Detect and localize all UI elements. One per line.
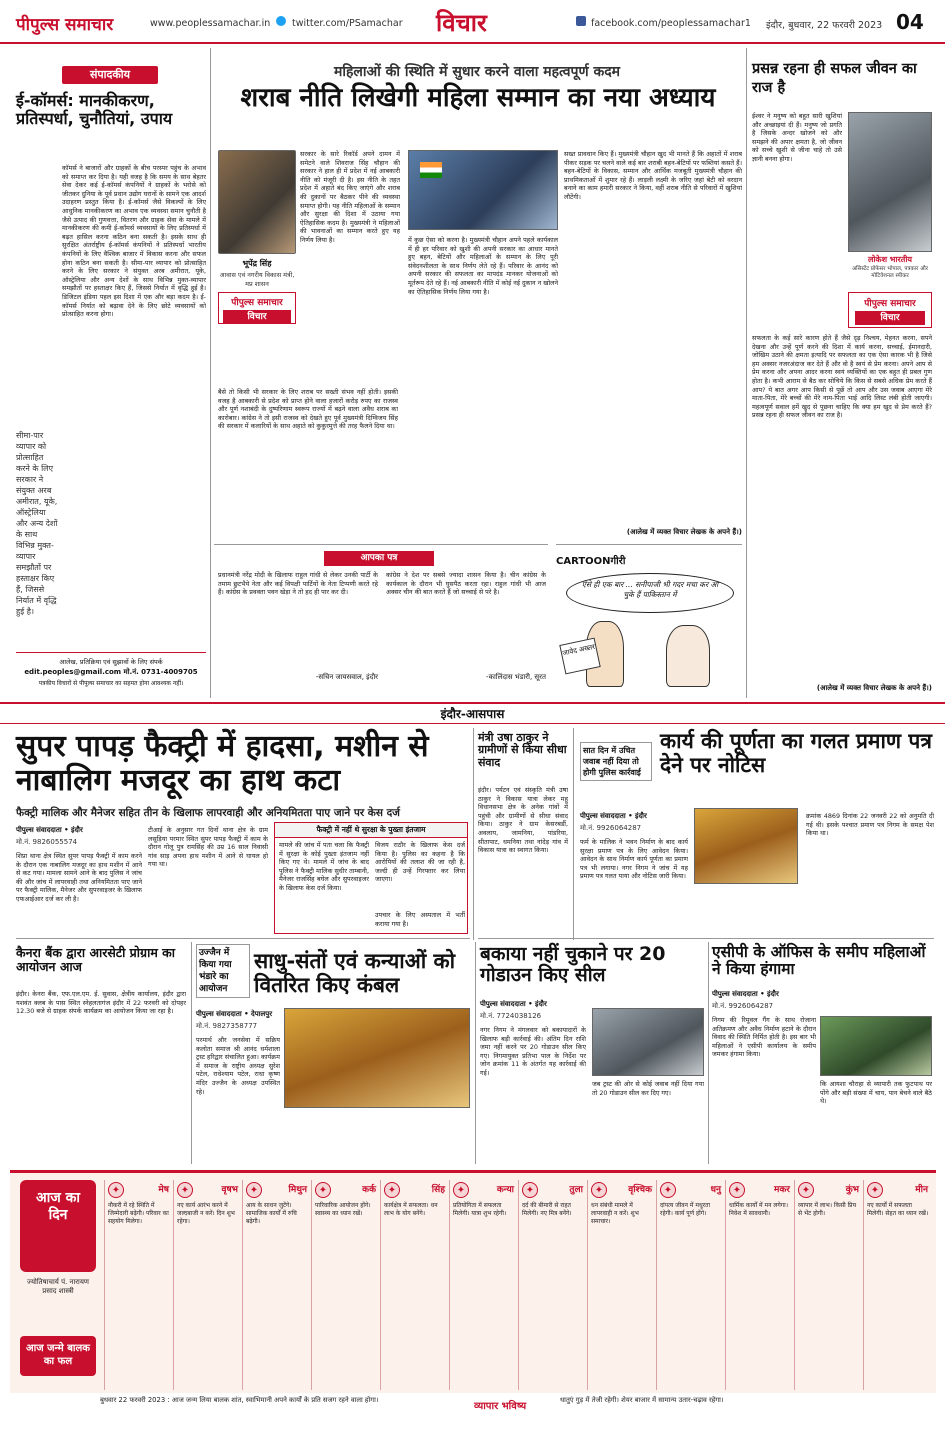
divider [746, 48, 747, 698]
editorial-pull-quote: सीमा-पार व्यापार को प्रोत्साहित करने के लिए सरकार ने संयुक्त अरब अमीरात, यूके, ऑस्ट्रेलिया और अन्य देशों के साथ विभिन्न मुक्त-व्यापार समझौतों पर हस्ताक्षर किए हैं, जिससे निर्यात में वृद्धि हुई है। [16, 431, 58, 616]
cartoon-box [556, 544, 742, 694]
cartoon-bubble: ऐसे ही एक बार ... सनीपाजी भी गदर मचा कर आ चुके हैं पाकिस्तान में [566, 573, 734, 613]
rashi-box [173, 1180, 242, 1390]
letter-1-author: -सचिन जायसवाल, इंदौर [315, 673, 378, 681]
rashi-text: पारिवारिक आयोजन होंगे। स्वास्थ्य का ध्यान रखें। [315, 1202, 371, 1217]
right-author-name: लोकेश भारतीय [867, 255, 913, 264]
story5-kicker: उज्जैन में किया गया भंडारे का आयोजन [196, 944, 250, 998]
rashi-symbol-icon: ✦ [798, 1182, 814, 1198]
story6-headline: बकाया नहीं चुकाने पर 20 गोडाउन किए सील [480, 943, 666, 987]
story6-body: नगर निगम ने मंगलवार को बकायादारों के खिलाफ बड़ी कार्रवाई की। अंतिम दिन राशि जमा नहीं करने पर 20 गोडाउन सील किए गए। निगमायुक्त प्रतिभा पाल के निर्देश पर जोन क्रमांक 11 के अंतर्गत यह कार्रवाई की गई। [480, 1026, 586, 1077]
strip-logo: पीपुल्स समाचार [231, 298, 283, 308]
cartoon-title: CARTOONगीरी [556, 556, 626, 567]
editorial-body: कॉमर्स ने बाजारों और ग्राहकों के बीच परस्पर पहुंच के अभाव को समाप्त कर दिया है। यही वजह है कि समय के साथ बेहतर सेवा देकर कई ई-कॉमर्स कंपनियों ने ग्राहकों के भरोसे को जीतकर दुनिया के पूर्व प्रधान उद्योग घरानों के सामने एक आदर्श उदाहरण प्रस्तुत किया है। ई-कॉमर्स जैसे विकल्पों के लिए आधुनिक मानकीकरण का अभाव एक व्यवस्था समान चुनौती है जैसे उत्पाद की गुणवत्ता, वितरण और ग्राहक सेवा के मामले में मानकीकरण की कमी ई-कॉमर्स व्यवसायों के लिए प्रतिस्पर्धा में बढ़त हासिल करना कठिन बना सकती है। इसके साथ ही सुरक्षित अंतर्राष्ट्रीय ई-कॉमर्स कंपनियों ने प्रतिस्पर्धा भारतीय कंपनियों के लिए वैश्विक बाजार में विकास करना और सफल होना कठिन बना सकती है। सीमा-पार व्यापार को प्रोत्साहित करने के लिए सरकार ने संयुक्त अरब अमीरात, यूके, ऑस्ट्रेलिया और अन्य देशों के साथ विभिन्न मुक्त-व्यापार समझौतों पर हस्ताक्षर किए हैं, जिससे निर्यात में वृद्धि हुई है। डिजिटल इंडिया पहल इस दिशा में एक और बड़ा कदम है। ई-कॉमर्स निर्यात को बढ़ावा देने के लिए छोटे व्यवसायों को प्रोत्साहित करना होगा। [62, 164, 206, 319]
story6-reporter: पीपुल्स संवाददाता • इंदौर [480, 1000, 547, 1008]
section-title: विचार [436, 9, 487, 37]
rashi-text: दांपत्य जीवन में मधुरता रहेगी। कार्य पूर्ण होंगे। [660, 1202, 711, 1217]
rashi-box [863, 1180, 932, 1390]
rashi-symbol-icon: ✦ [660, 1182, 676, 1198]
main-col2: बैसे तो किसी भी सरकार के लिए शराब पर सख्ती संभव नहीं होती। इसकी वजह है आबकारी से प्रदेश को प्राप्त होने वाला हजारों करोड़ रुपए का राजस्व और पूर्ण नशाबंदी के दुष्परिणाम स्वरूप राज्यों में बढ़ने वाला अवैध शराब का कारोबार। कांग्रेस ने तो इसी राजस्व को देखते हुए पूर्व मुख्यमंत्री दिग्विजय सिंह की सरकार में कलारियों के साथ अहाते को कुकुरमुत्ते की तरह फैलने दिया था। [218, 388, 398, 431]
strip-tag: विचार [223, 310, 291, 324]
rashi-box [311, 1180, 380, 1390]
rashi-symbol-icon: ✦ [315, 1182, 331, 1198]
rashi-name: वृश्चिक [628, 1185, 652, 1195]
story2-body: इंदौर। पर्यटन एवं संस्कृति मंत्री उषा ठाकुर ने विकास यात्रा लेकर महू विधानसभा क्षेत्र के अनेक गांवों में पहुंची और ग्रामीणों से सीधा संवाद किया। ठाकुर ने ग्राम केसरबर्डी, अवलाय, जामनिया, पांडरिया, सीतापाट, धमनिया तथा नांदेड़ गांव में विकास यात्रा का स्वागत किया। [478, 786, 568, 855]
story3-body: फर्म के मालिक ने भवन निर्माण के बाद कार्य सुरक्षा प्रमाण पत्र के लिए आवेदन किया। आवेदन के साथ निर्माण कार्य पूर्णता का प्रमाण पत्र भी लगाया। नगर निगम ने जांच में यह प्रमाण पत्र गलत पाया और नोटिस जारी किया। [580, 838, 688, 881]
main-col1: सरकार के सारे रिकॉर्ड अपने दामन में समेटने वाले शिवराज सिंह चौहान की सरकार ने हाल ही में प्रदेश में नई आबकारी नीति को मंजूरी दी है। इस नीति के तहत प्रदेश में अहाते बंद किए जाएंगे और शराब की दुकानों पर बैठकर पीने की व्यवस्था समाप्त होगी। यह नीति महिलाओं के सम्मान और सुरक्षा की दिशा में उठाया गया ऐतिहासिक कदम है। मुख्यमंत्री ने महिलाओं की भावनाओं का सम्मान करते हुए यह निर्णय लिया है। [300, 150, 400, 244]
story7-body2: कि आयशा चौराहा से व्यापारी तक फुटपाथ पर पोंगे और बड़ी संख्या में चाय, पान बेचने वाले बैठे थे। [820, 1080, 932, 1106]
story5-photo [284, 1008, 470, 1108]
rashi-text: व्यापार में लाभ। किसी प्रिय से भेंट होगी। [798, 1202, 857, 1217]
story5-body: परमार्थ और जनसेवा में सक्रिय कलोता समाज श्री आनंद धर्मशाला ट्रस्ट हरिद्वार संचालित हुआ। कार्यक्रम में समाज के राष्ट्रीय अध्यक्ष सुरेश पटेल, राधेश्याम पटेल, राधा कृष्ण मंदिर उज्जैन के अध्यक्ष उपस्थित रहे। [196, 1036, 280, 1096]
story5-phone: मो.नं. 9827358777 [196, 1022, 258, 1030]
rashi-text: आय के साधन जुटेंगे। सामाजिक कार्यों में रुचि बढ़ेगी। [246, 1202, 297, 1225]
story7-headline: एसीपी के ऑफिस के समीप महिलाओं ने किया हंगामा [712, 943, 926, 979]
story5-reporter: पीपुल्स संवाददाता • देपालपुर [196, 1010, 273, 1018]
story4-headline: कैनरा बैंक द्वारा आरसेटी प्रोग्राम का आयोजन आज [16, 945, 175, 974]
story1-box-body1: मामले की जांच में पता चला कि फैक्ट्री में सुरक्षा के कोई पुख्ता इंतजाम नहीं किए गए थे। मामले में जांच के बाद पुलिस ने फैक्ट्री मालिक सुधीर ताम्बानी, मैनेजर राजसिंह बघेल और सुपरवाइजर के खिलाफ केस दर्ज किया। [279, 841, 369, 892]
divider [478, 938, 934, 939]
rashi-box [794, 1180, 863, 1390]
story3-reporter: पीपुल्स संवाददाता • इंदौर [580, 812, 647, 820]
rashi-box [656, 1180, 725, 1390]
story7-photo [820, 1016, 932, 1076]
rashi-symbol-icon: ✦ [591, 1182, 607, 1198]
story3-photo [694, 808, 798, 884]
masthead-logo[interactable]: पीपुल्स समाचार [16, 15, 114, 35]
story6-photo [592, 1008, 704, 1076]
editorial-footer-line3: पत्रकीय विचारों से पीपुल्स समाचार का सहमत होना आवश्यक नहीं। [38, 680, 184, 687]
editorial-footer-line2[interactable]: edit.peoples@gmail.com मो.नं. 0731-4009705 [24, 668, 198, 676]
story1-box-title: फैक्ट्री में नहीं थे सुरक्षा के पुख्ता इंतजाम [275, 823, 467, 838]
rashi-symbol-icon: ✦ [108, 1182, 124, 1198]
main-col4: सख्त प्रावधान किए हैं। मुख्यमंत्री चौहान खुद भी मानते हैं कि अहातों में शराब पीकर सड़क पर चलने वाले कई बार शराबी बहन-बेटियों पर फब्तियां कसते हैं। बहन-बेटियों के विकास, सम्मान और आर्थिक मजबूती मुख्यमंत्री चौहान की प्राथमिकताओं में शुमार रहे हैं। लाड़ली लक्ष्मी के जरिए जहां बेटी को वरदान बनाने का काम हमारी सरकार ने किया, वहीं शराब नीति से परिवारों में खुशियां लौटेंगी। [564, 150, 742, 201]
rashi-text: नौकरी में रहे स्थिति में जिम्मेदारी बढ़ेगी। परिवार का सहयोग मिलेगा। [108, 1202, 169, 1225]
rashi-name: मेष [158, 1185, 169, 1195]
masthead-facebook[interactable]: facebook.com/peoplessamachar1 [591, 18, 751, 29]
masthead [0, 0, 945, 44]
rashi-name: तुला [569, 1185, 583, 1195]
rashi-name: कुंभ [845, 1185, 859, 1195]
rashi-name: मिथुन [288, 1185, 307, 1195]
masthead-twitter[interactable]: twitter.com/PSamachar [292, 18, 403, 29]
rashi-text: धार्मिक कार्यों में मन लगेगा। निवेश में सावधानी। [729, 1202, 788, 1217]
editorial-footer-line1: आलेख, प्रतिक्रिया एवं सुझावों के लिए संपर्क [59, 658, 163, 666]
story1-reporter: पीपुल्स संवाददाता • इंदौर [16, 826, 83, 834]
section-bar [0, 702, 945, 724]
rashi-symbol-icon: ✦ [246, 1182, 262, 1198]
rashi-box [242, 1180, 311, 1390]
page-number: 04 [896, 10, 924, 34]
story1-box-body3: उपचार के लिए अस्पताल में भर्ती कराया गया है। [375, 911, 465, 928]
horoscope-astrologer: ज्योतिषाचार्य पं. नारायण प्रसाद शास्त्री [26, 1278, 89, 1295]
editorial-tag: संपादकीय [62, 66, 158, 84]
horoscope-title: आज का दिन [36, 1190, 80, 1223]
story3-headline: कार्य की पूर्णता का गलत प्रमाण पत्र देने पर नोटिस [660, 729, 932, 777]
rashi-name: धनु [710, 1185, 721, 1195]
rashi-text: दर्द की बीमारी से राहत मिलेगी। नए मित्र बनेंगे। [522, 1202, 572, 1217]
rashi-name: सिंह [431, 1185, 445, 1195]
story1-phone: मो.नं. 9826055574 [16, 838, 78, 846]
story7-body: निगम की रिमूवल गैंग के साथ रोजाना अतिक्रमण और अवैध निर्माण हटाने के दौरान विवाद की स्थिति निर्मित होती है। इस बार भी महिलाओं ने एसीपी कार्यालय के समीप जमकर हंगामा किया। [712, 1016, 816, 1059]
letter-2-author: -कालिंदास भंडारी, सूरत [486, 673, 546, 681]
story1-box-body2: विजय राठौर के खिलाफ केस दर्ज किया है। पुलिस का कहना है कि आरोपियों की तलाश की जा रही है, जल्दी ही उन्हें गिरफ्तार कर लिया जाएगा। [375, 841, 465, 884]
main-kicker: महिलाओं की स्थिति में सुधार करने वाला महत्वपूर्ण कदम [333, 64, 621, 80]
story2-headline: मंत्री उषा ठाकुर ने ग्रामीणों से किया सीधा संवाद [478, 731, 567, 769]
section-bar-label: इंदौर-आसपास [440, 707, 505, 721]
horoscope-footer: बुधवार 22 फरवरी 2023 : आज जन्म लिया बालक शांत, स्वाभिमानी अपने कार्यों के प्रति सजग रहने वाला होगा। [100, 1396, 379, 1404]
rashi-box [380, 1180, 449, 1390]
story6-body2: जब ट्रस्ट की ओर से कोई जवाब नहीं दिया गया तो 20 गोडाउन सील कर दिए गए। [592, 1080, 704, 1097]
letters-title: आपका पत्र [324, 551, 434, 566]
masthead-date: इंदौर, बुधवार, 22 फरवरी 2023 [766, 20, 883, 31]
rashi-name: वृषभ [221, 1185, 238, 1195]
divider [16, 938, 470, 939]
divider [475, 942, 476, 1164]
main-col3: में कुछ ऐसा को करना है। मुख्यमंत्री चौहान अपने पहले कार्यकाल में ही हर परिवार को खुशी की अपनी सरकार का आधार मानते हुए बहन, बेटियों और महिलाओं के सम्मान के लिए पूरी संवेदनशीलता के साथ निर्णय लेते रहे हैं। परिवार के आनंद को अपनी सरकार की सफलता का मापदंड मानकर योजनाओं को मूर्तरूप देते रहे हैं। नई आबकारी नीति में कोई नई दुकान न खोलने का ऐतिहासिक निर्णय लिया गया है। [408, 236, 558, 296]
author-designation: आवास एवं नगरीय विकास मंत्री, मप्र शासन [219, 271, 295, 288]
right-strip-logo: पीपुल्स समाचार [864, 299, 916, 309]
story3-kicker: सात दिन में उचित जवाब नहीं दिया तो होगी पुलिस कार्रवाई [580, 742, 652, 781]
story1-subhead: फैक्ट्री मालिक और मैनेजर सहित तीन के खिलाफ लापरवाही और अनियमितता पाए जाने पर केस दर्ज [16, 807, 400, 819]
right-byline-end: (आलेख में व्यक्त विचार लेखक के अपने हैं।) [816, 684, 932, 692]
masthead-website[interactable]: www.peoplessamachar.in [150, 18, 271, 29]
horoscope-title-box [20, 1180, 96, 1272]
facebook-icon [576, 16, 586, 26]
right-title: प्रसन्न रहना ही सफल जीवन का राज है [752, 61, 917, 96]
divider [708, 942, 709, 1164]
editorial-title: ई-कॉमर्स: मानकीकरण, प्रतिस्पर्धा, चुनौतियां, उपाय [16, 91, 173, 128]
rashi-symbol-icon: ✦ [177, 1182, 193, 1198]
business-text: धातुएं गुड़ में तेजी रहेगी। शेयर बाजार में सामान्य उतार-चढ़ाव रहेगा। [560, 1396, 724, 1404]
rashi-symbol-icon: ✦ [453, 1182, 469, 1198]
story7-phone: मो.नं. 9926064287 [712, 1002, 774, 1010]
divider [573, 728, 574, 940]
letter-2: कांग्रेस ने देश पर सबसे ज्यादा शासन किया है। चीन कांग्रेस के कार्यकाल के दौरान भी घुसपैठ करता रहा। राहुल गांधी भी आज अक्सर चीन की बात करते हैं जो सच्चाई से परे है। [386, 571, 546, 597]
rashi-symbol-icon: ✦ [729, 1182, 745, 1198]
right-author-photo [848, 112, 932, 252]
rashi-text: प्रतियोगिता में सफलता मिलेगी। यात्रा शुभ रहेगी। [453, 1202, 507, 1217]
right-author-designation: असिस्टेंट प्रोफेसर भोपाल, पत्रकार और मोटिवेशनल स्पीकर [851, 266, 929, 279]
story3-phone: मो.नं. 9926064287 [580, 824, 642, 832]
rashi-text: नए कार्यों में सफलता मिलेगी। सेहत का ध्यान रखें। [867, 1202, 929, 1217]
rashi-name: कर्क [362, 1185, 376, 1195]
rashi-name: कन्या [496, 1185, 514, 1195]
rashi-name: मकर [774, 1185, 790, 1195]
letter-1: प्रधानमंत्री नरेंद्र मोदी के खिलाफ राहुल गांधी से लेकर उनकी पार्टी के तमाम छुटभैये नेता और कई विपक्षी पार्टियों के नेता टिप्पणी करते रहे हैं। कांग्रेस के प्रवक्ता पवन खेड़ा ने तो हद ही पार कर दी। [218, 571, 378, 597]
rashi-box [587, 1180, 656, 1390]
right-body: सफलता के कई सारे कारण होते हैं जैसे दृढ़ निश्चय, मेहनत करना, सपने देखना और उन्हें पूर्ण करने की दिशा में कार्य करना, सच्चाई, ईमानदारी, जोखिम उठाने की क्षमता इत्यादि पर सफलता का एक ऐसा कारक भी है जिसे हम अक्सर नजरअंदाज कर देते हैं और वो है स्वयं से प्रेम करना। अपने आप से प्रेम करना और अपना आदर करना स्वयं व्यक्तियों का एक बहुत ही प्रबल गुण होता है। कभी आराम से बैठ कर सोचिये कि किस से सबसे अधिक प्रेम करते हैं आप? ये बात अगर आप किसी से पूछें तो आप और उस जवाब आएगा मेरे माता-पिता, मेरे बच्चों की मेरे नाम-पिता भाई आदि लिस्ट लंबी होती जाएगी। महत्वपूर्ण सवाल हमें खुद से पूछना चाहिए कि क्या हम खुद से प्रेम करते हैं? प्रसन्न रहना ही सफल जीवन का राज है। [752, 334, 932, 420]
letters-box [214, 544, 548, 696]
divider [473, 728, 474, 940]
story6-phone: मो.नं. 7724038126 [480, 1012, 542, 1020]
right-intro: ईश्वर ने मनुष्य को बहुत सारी खुशियां और अच्छाइयां दी हैं। मनुष्य जो प्रगति है जिसके अन्दर खोजने को और समझने की अपार क्षमता है, जो जीवन को सच्चे खुशी से जीना चाहे तो उसे ज्ञानी बनना होगा। [752, 112, 842, 163]
story1-body1: शिप्रा थाना क्षेत्र स्थित सुपर पापड़ फैक्ट्री में काम करने के दौरान एक नाबालिग मजदूर का हाथ मशीन में आने से कट गया। मामला सामने आने के बाद पुलिस ने जांच की और जांच में लापरवाही तथा अनियमितता पाए जाने पर फैक्ट्री मालिक, मैनेजर और सुपरवाइजर के खिलाफ एफआईआर दर्ज कर ली है। [16, 852, 142, 903]
story7-reporter: पीपुल्स संवाददाता • इंदौर [712, 990, 779, 998]
rashi-box [518, 1180, 587, 1390]
divider [191, 942, 192, 1164]
twitter-icon [276, 16, 286, 26]
main-headline: शराब नीति लिखेगी महिला सम्मान का नया अध्याय [240, 83, 716, 113]
story1-box [274, 822, 468, 934]
rashi-box [725, 1180, 794, 1390]
vichar-strip [218, 292, 296, 324]
cartoon-figure-right [666, 625, 710, 687]
business-label: व्यापार भविष्य [474, 1401, 527, 1412]
right-vichar-strip [848, 292, 932, 328]
editorial-footer [16, 652, 206, 698]
rashi-name: मीन [915, 1185, 928, 1195]
rashi-text: नए कार्य आरंभ करने में जल्दबाजी न करें। दिन शुभ रहेगा। [177, 1202, 235, 1225]
story4-body: इंदौर। केनरा बैंक, एफ.एल.एम. ई. सुवास, क्षेत्रीय कार्यालय, इंदौर द्वारा यशवंत क्लब के पास स्थित स्नेहलतागंज इंदौर में 22 फरवरी को दोपहर 12.30 बजे से ग्राहक संपर्क कार्यक्रम का आयोजन किया जा रहा है। [16, 990, 186, 1016]
horoscope-born-label: आज जन्मे बालक का फल [20, 1336, 96, 1376]
story3-body2: क्रमांक 4869 दिनांक 22 जनवरी 22 को अनुमति दी गई थी। इसके पश्चात प्रमाण पत्र निगम के समक्ष पेश किया था। [806, 812, 934, 838]
story1-headline: सुपर पापड़ फैक्ट्री में हादसा, मशीन से नाबालिग मजदूर का हाथ कटा [16, 729, 429, 798]
rashi-text: कार्यक्षेत्र में सफलता। धन लाभ के योग बनेंगे। [384, 1202, 438, 1217]
rashi-box [449, 1180, 518, 1390]
cartoon-placard: जावेद अख्तर [559, 638, 600, 675]
flag-icon [420, 162, 442, 178]
rashi-symbol-icon: ✦ [867, 1182, 883, 1198]
rashi-text: धन संबंधी मामले में लापरवाही न करें। शुभ समाचार। [591, 1202, 639, 1225]
story1-body2: टीआई के अनुसार गत दिनों थाना क्षेत्र के ग्राम लसूड़िया परमार स्थित सुपर पापड़ फैक्ट्री में काम के दौरान गोलू पुत्र रामसिंह की उम्र 16 साल निवासी गांव साड़ अपना हाथ मशीन में आने से घायल हो गया था। [148, 826, 268, 869]
author-photo [218, 150, 296, 254]
right-strip-tag: विचार [855, 311, 925, 325]
main-byline-end: (आलेख में व्यक्त विचार लेखक के अपने हैं।) [626, 528, 742, 536]
divider [210, 48, 211, 698]
right-title-box [752, 60, 932, 104]
author-name: भूपेंद्र सिंह [242, 259, 272, 268]
rashi-box [104, 1180, 173, 1390]
story5-headline: साधु-संतों एवं कन्याओं को वितरित किए कंबल [254, 949, 456, 997]
rashi-symbol-icon: ✦ [384, 1182, 400, 1198]
rashi-symbol-icon: ✦ [522, 1182, 538, 1198]
